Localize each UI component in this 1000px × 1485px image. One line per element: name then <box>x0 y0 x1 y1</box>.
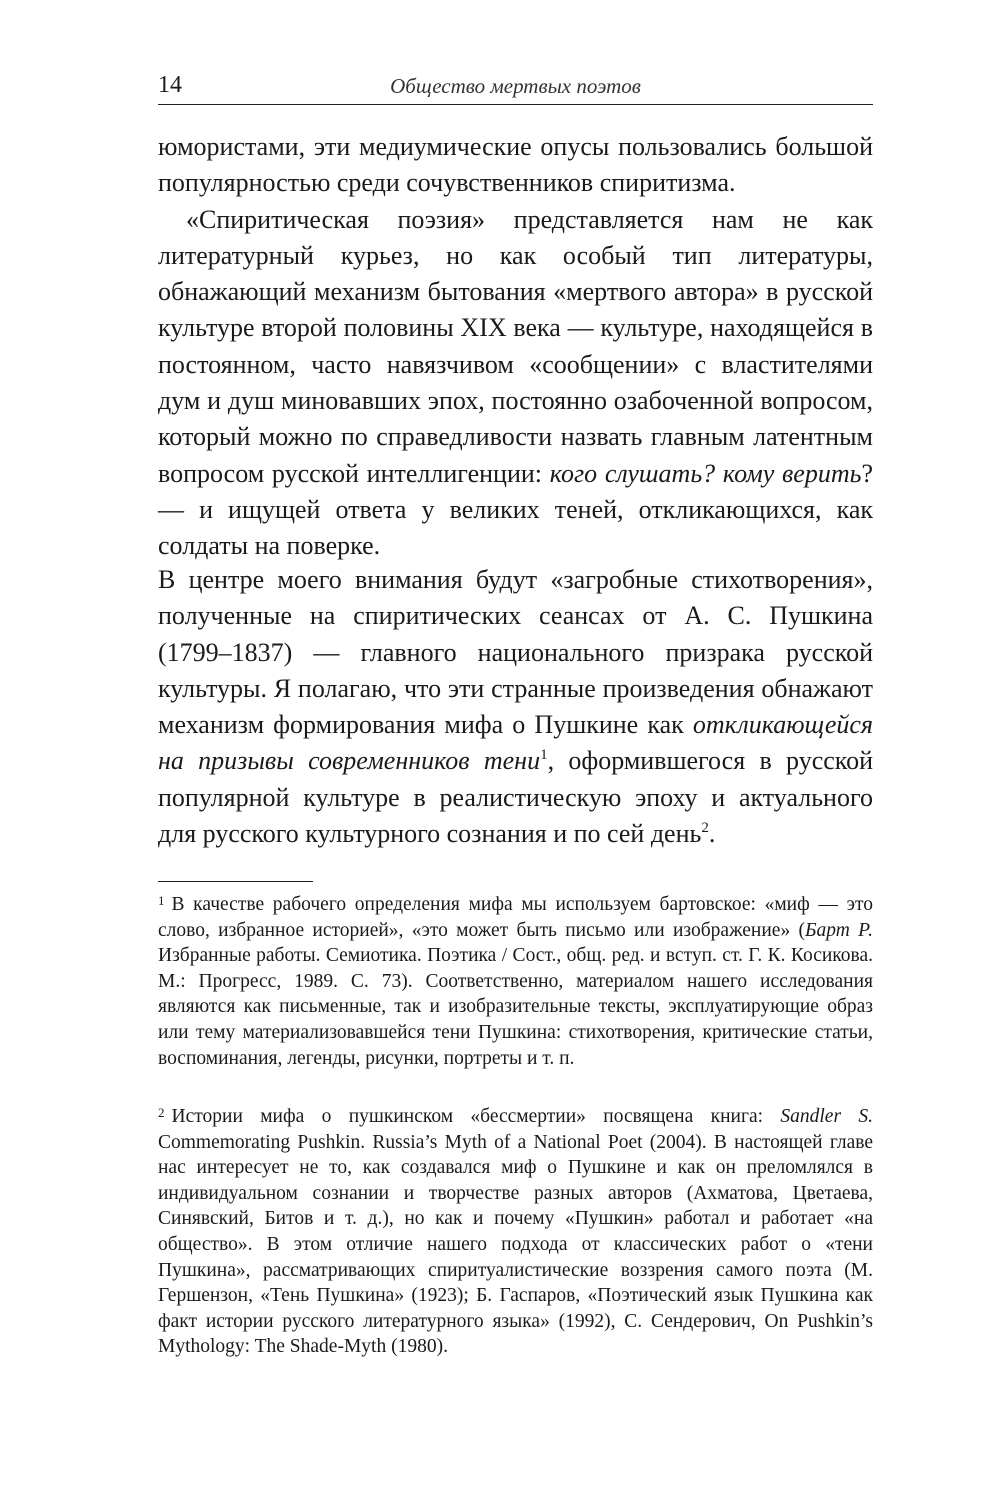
footnote-2: $^2$ Истории мифа о пушкинском «бессмертии» посвящена книга: Sandler S. Commemorating Pushkin. Russia’s Myth of a National Poet (2004). В настоящей главе нас интересует не то, как создавался миф о Пушкине и как он преломлялся в индивидуальном сознании и творчестве разных авторов (Ахматова, Цветаева, Синявский, Битов и т. д.), но как и почему «Пушкин» работал и работает «на общество». В этом отличие нашего подхода от классических работ о «тени Пушкина», рассматривающих спиритуалистические воззрения самого поэта (М. Гершензон, «Тень Пушкина» (1923); Б. Гаспаров, «Поэтический язык Пушкина как факт истории русского литературного языка» (1992), С. Сендерович, On Pushkin’s Mythology: The Shade-Myth (1980). <box>158 1105 873 1358</box>
italic-question: кого слушать? кому верить <box>549 458 862 488</box>
paragraph-continuation: юмористами, эти медиумические опусы пользовались большой популярностью среди сочувственников спиритизма. <box>158 132 873 198</box>
running-title: Общество мертвых поэтов <box>390 74 641 98</box>
footnote-separator <box>158 881 313 882</box>
page-number: 14 <box>158 72 182 98</box>
body-block-1 <box>158 129 873 565</box>
footnote-ref-1[interactable]: 1 <box>540 747 548 764</box>
footnote-mark-1: 1 <box>158 893 165 908</box>
footnote-mark-2: 2 <box>158 1105 165 1120</box>
paragraph-pushkin-focus: В центре моего внимания будут «загробные стихотворения», полученные на спиритических сеансах от А. С. Пушкина (1799–1837) — главного национального призрака русской культуры. Я полагаю, что эти странные произведения обнажают механизм формирования мифа о Пушкине как откликающейся на призывы современников тени$^1$, оформившегося в русской популярной культуре в реалистическую эпоху и актуального для русского культурного сознания и по сей день$^2$. <box>158 565 873 849</box>
paragraph-spiritic-poetry: «Спиритическая поэзия» представляется нам не как литературный курьез, но как особый тип литературы, обнажающий механизм бытования «мертвого автора» в русской культуре второй половины XIX века — культуре, находящейся в постоянном, часто навязчивом «сообщении» с властителями дум и душ миновавших эпох, постоянно озабоченной вопросом, который можно по справедливости назвать главным латентным вопросом русской интеллигенции: кого слушать? кому верить? — и ищущей ответа у великих теней, откликающихся, как солдаты на поверке. <box>158 204 873 561</box>
footnote-ref-2[interactable]: 2 <box>701 820 709 837</box>
body-block-2 <box>158 562 873 852</box>
italic-phrase: откликающейся на призывы современников тени <box>158 710 873 776</box>
footnote-1: $^1$ В качестве рабочего определения мифа мы используем бартовское: «миф — это слово, избранное историей», «это может быть письмо или изображение» (Барт Р. Избранные работы. Семиотика. Поэтика / Сост., общ. ред. и вступ. ст. Г. К. Косикова. М.: Прогресс, 1989. С. 73). Соответственно, материалом нашего исследования являются как письменные, так и изобразительные тексты, эксплуатирующие образ или тему материализовавшейся тени Пушкина: стихотворения, критические статьи, воспоминания, легенды, рисунки, портреты и т. п. <box>158 893 873 1069</box>
running-header <box>158 70 873 105</box>
